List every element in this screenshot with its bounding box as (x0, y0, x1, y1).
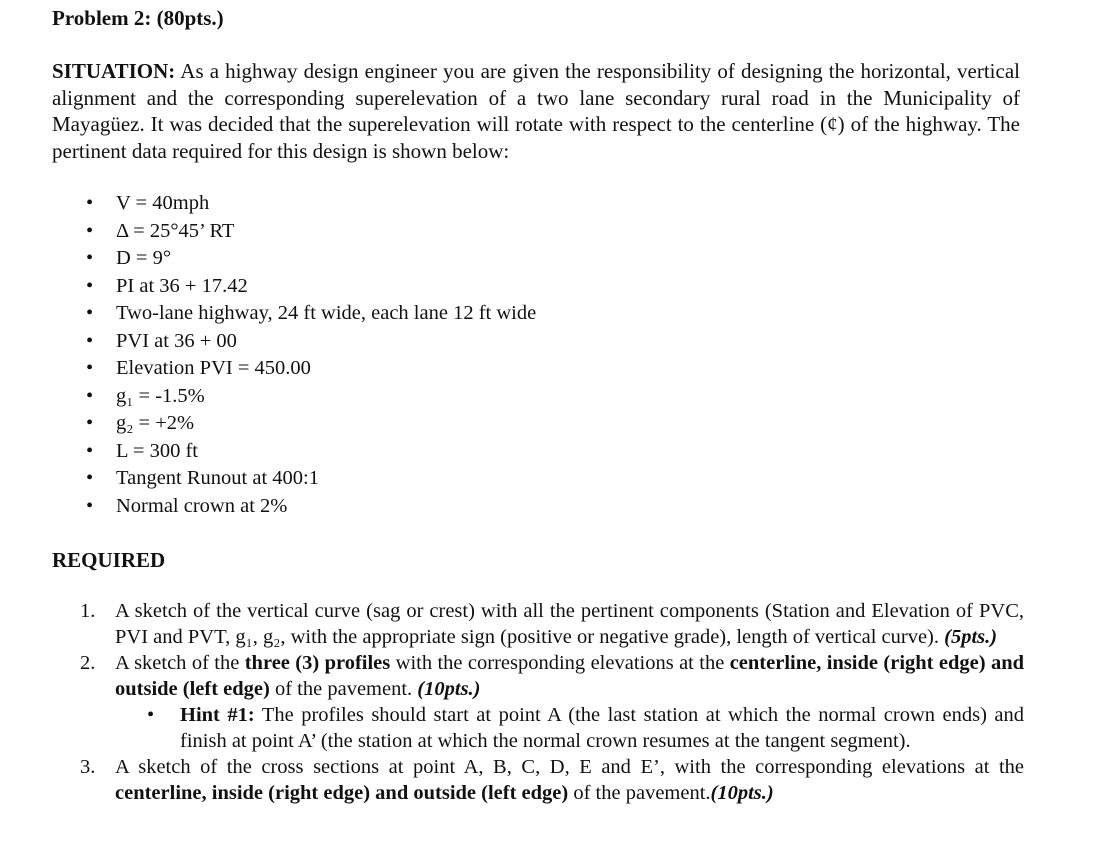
required-item-text: of the pavement. (568, 782, 711, 804)
data-item-g1: • g₁ = -1.5% (86, 383, 536, 411)
required-item-text: of the pavement. (269, 678, 418, 700)
data-item-pvi: • PVI at 36 + 00 (86, 328, 536, 356)
hint-item (115, 702, 1024, 754)
data-item-tangent-runout: • Tangent Runout at 400:1 (86, 465, 536, 493)
situation-text: As a highway design engineer you are given the responsibility of designing the horizontal, vertical alignment and the corresponding superelevation of a two lane secondary rural road in the Municipality of Mayagüez. It was decided that the superelevation will rotate with respect to the centerline (¢) of the highway. The pertinent data required for this design is shown below: (52, 59, 1020, 163)
required-item-3 (80, 754, 1024, 806)
required-item-number: 1. (80, 600, 96, 622)
required-title: REQUIRED (52, 548, 166, 572)
required-item-1 (80, 598, 1024, 650)
required-item-bold: centerline, inside (right edge) and outside (left edge) (115, 652, 1024, 700)
data-item-delta: • Δ = 25°45’ RT (86, 218, 536, 246)
hint-text: The profiles should start at point A (the last station at which the normal crown ends) and finish at point A’ (the station at which the normal crown resumes at the tangent segment). (180, 704, 1024, 752)
required-list (80, 598, 1024, 806)
problem-title: Problem 2: (80pts.) (52, 6, 224, 30)
data-item-highway-width: • Two-lane highway, 24 ft wide, each lane 12 ft wide (86, 300, 536, 328)
required-item-text: A sketch of the vertical curve (sag or crest) with all the pertinent components (Station and Elevation of PVC, PVI and PVT, g₁, g₂, with the appropriate sign (positive or negative grade), length of vertical curve). (115, 600, 1024, 648)
required-item-2 (80, 650, 1024, 754)
required-item-bold: three (3) profiles (244, 652, 391, 674)
hint-label: Hint #1: (180, 704, 255, 726)
design-data-list (86, 190, 536, 520)
required-item-text: A sketch of the (115, 652, 245, 674)
situation-paragraph (52, 58, 1020, 164)
data-item-g2: • g₂ = +2% (86, 410, 536, 438)
required-item-number: 3. (80, 756, 96, 778)
situation-label: SITUATION: (52, 59, 176, 83)
points-label: (10pts.) (417, 678, 481, 700)
data-item-pi: • PI at 36 + 17.42 (86, 273, 536, 301)
required-item-number: 2. (80, 652, 96, 674)
required-item-bold: centerline, inside (right edge) and outside (left edge) (115, 782, 569, 804)
points-label: (10pts.) (710, 782, 774, 804)
data-item-length: • L = 300 ft (86, 438, 536, 466)
required-item-text: with the corresponding elevations at the (390, 652, 730, 674)
required-item-text: A sketch of the cross sections at point A, B, C, D, E and E’, with the corresponding elevations at the (115, 756, 1024, 778)
data-item-pvi-elevation: • Elevation PVI = 450.00 (86, 355, 536, 383)
data-item-speed: • V = 40mph (86, 190, 536, 218)
points-label: (5pts.) (944, 626, 998, 648)
data-item-degree: • D = 9° (86, 245, 536, 273)
hint-list (115, 702, 1024, 754)
data-item-normal-crown: • Normal crown at 2% (86, 493, 536, 521)
